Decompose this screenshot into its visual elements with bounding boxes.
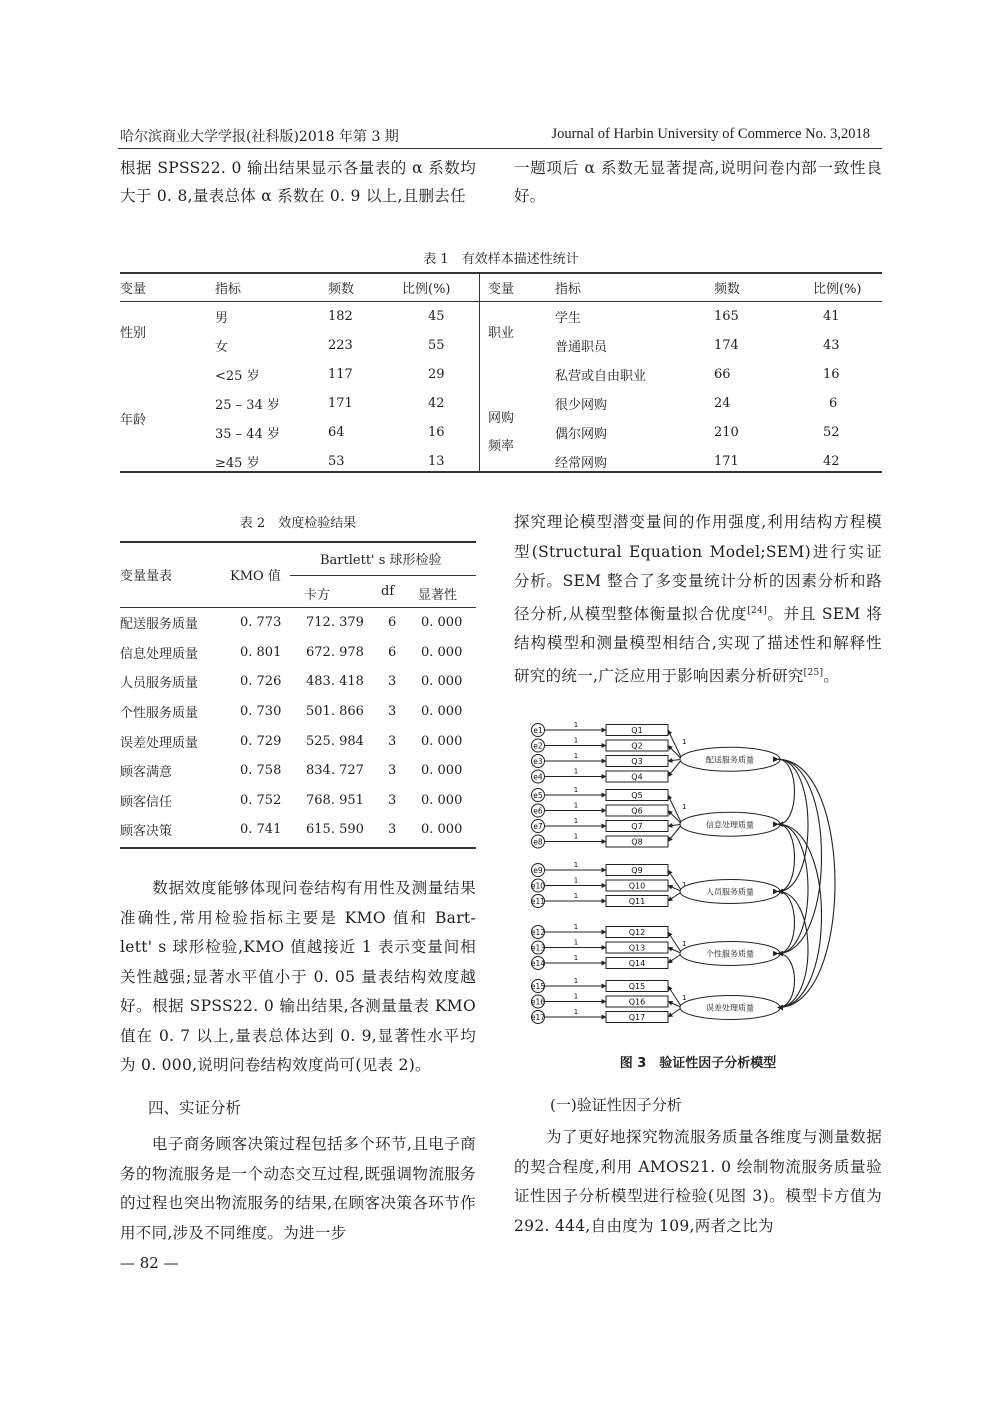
item-label: Q10 [628, 881, 646, 891]
item-label: Q7 [631, 822, 643, 831]
cell: 6 [388, 644, 397, 660]
error-label: e10 [530, 881, 546, 891]
table-row [120, 697, 476, 727]
cell: 0. 000 [421, 733, 463, 749]
error-label: e8 [533, 837, 543, 847]
loading-path [668, 759, 682, 776]
path-weight-label: 1 [573, 832, 579, 841]
top-paragraph-right: 一题项后 α 系数无显著提高,说明问卷内部一致性良好。 [514, 159, 882, 205]
cell: 信息处理质量 [120, 646, 199, 662]
item-label: Q3 [631, 757, 643, 766]
table-row [120, 638, 476, 668]
path-weight-label: 1 [573, 876, 579, 885]
table2-h-kmo: KMO 值 [230, 569, 281, 584]
path-weight-label: 1 [573, 954, 579, 962]
latent-label: 个性服务质量 [706, 949, 754, 959]
cell: ≥45 岁 [215, 456, 260, 471]
cell: 615. 590 [306, 822, 364, 838]
cell: 0. 741 [240, 822, 282, 838]
running-header-right: Journal of Harbin University of Commerce No. 3,2018 [551, 126, 870, 142]
error-label: e2 [533, 741, 543, 751]
cell: 误差处理质量 [120, 735, 199, 751]
item-label: Q9 [631, 866, 643, 875]
item-label: Q11 [628, 897, 646, 906]
cell: 0. 726 [240, 674, 282, 690]
group-shopping-label-1: 网购 [488, 410, 515, 426]
cell: 经常网购 [555, 456, 608, 471]
error-label: e11 [530, 897, 546, 906]
latent-label: 人员服务质量 [706, 887, 754, 897]
cell: 165 [714, 309, 739, 324]
table-row [120, 608, 476, 638]
cell: 3 [388, 674, 397, 690]
cell: 24 [714, 396, 731, 411]
right-paragraph-1-text: 探究理论模型潜变量间的作用强度,利用结构方程模型(Structural Equation Model;SEM)进行实证分析。SEM 整合了多变量统计分析的因素分析和路径分析,从模型整体衡量拟合优度 [514, 513, 882, 623]
table-row [120, 726, 476, 756]
cell: 男 [215, 311, 229, 326]
cell: 501. 866 [306, 704, 364, 720]
table-row [120, 756, 476, 786]
cell: 52 [823, 425, 840, 440]
th-index: 指标 [215, 282, 242, 297]
cell: 顾客决策 [120, 824, 173, 840]
cell: 29 [428, 367, 445, 382]
loading-weight-label: 1 [682, 994, 687, 1002]
cell: 普通职员 [555, 340, 608, 355]
table-row [120, 302, 882, 331]
path-weight-label: 1 [573, 721, 579, 729]
item-label: Q5 [631, 791, 643, 800]
cell: 25 – 34 岁 [215, 398, 280, 413]
table1-grid [120, 273, 882, 476]
table-row [120, 786, 476, 816]
table2-bottom-rule [120, 847, 476, 849]
table-row [120, 667, 476, 697]
group-shopping-frequency [480, 389, 555, 476]
cell: 顾客满意 [120, 765, 173, 781]
error-label: e14 [530, 959, 546, 968]
cell: 很少网购 [555, 398, 608, 413]
error-label: e12 [530, 928, 546, 937]
table2-top-rule [120, 541, 476, 543]
loading-weight-label: 1 [682, 738, 687, 746]
group-age: 年龄 [120, 412, 147, 428]
path-weight-label: 1 [573, 892, 579, 900]
top-paragraph-left: 根据 SPSS22. 0 输出结果显示各量表的 α 系数均大于 0. 8,量表总体 α 系数在 0. 9 以上,且删去任 [120, 159, 476, 205]
cell: 53 [328, 454, 345, 469]
th-ratio: 比例(%) [402, 282, 451, 297]
cell: 525. 984 [306, 733, 364, 749]
error-label: e4 [533, 772, 543, 782]
loading-weight-label: 1 [682, 803, 687, 811]
cell: 174 [714, 338, 739, 353]
th-ratio-2: 比例(%) [813, 282, 862, 297]
path-weight-label: 1 [573, 752, 579, 760]
item-label: Q1 [631, 726, 643, 735]
table2-sub-rule [290, 575, 476, 576]
table2-h-var: 变量量表 [120, 569, 173, 584]
cell: 3 [388, 792, 397, 808]
cell: 13 [428, 454, 445, 469]
error-label: e3 [533, 757, 543, 766]
cell: 43 [823, 338, 840, 353]
path-weight-label: 1 [573, 923, 579, 931]
cell: 偶尔网购 [555, 427, 608, 442]
cell: 35 – 44 岁 [215, 427, 280, 442]
running-header-left: 哈尔滨商业大学学报(社科版)2018 年第 3 期 [120, 129, 399, 145]
group-occupation: 职业 [488, 325, 515, 341]
table2-caption: 表 2 效度检验结果 [239, 516, 357, 531]
path-weight-label: 1 [573, 817, 579, 825]
path-weight-label: 1 [573, 786, 579, 794]
cell: 42 [428, 396, 445, 411]
error-label: e9 [533, 866, 543, 875]
error-label: e16 [530, 997, 546, 1007]
latent-label: 误差处理质量 [706, 1003, 754, 1013]
cell: 0. 000 [421, 792, 463, 808]
th-freq-2: 频数 [714, 282, 741, 297]
cell: 0. 000 [421, 674, 463, 690]
citation-24[interactable]: [24] [747, 605, 767, 616]
cell: 0. 758 [240, 763, 282, 779]
path-weight-label: 1 [573, 992, 579, 1001]
cell: 768. 951 [306, 792, 364, 808]
path-weight-label: 1 [573, 861, 579, 869]
path-weight-label: 1 [573, 1008, 579, 1016]
loading-path [668, 824, 682, 841]
page-number: — 82 — [120, 1254, 179, 1272]
path-weight-label: 1 [573, 801, 579, 810]
path-weight-label: 1 [573, 977, 579, 985]
cell: 210 [714, 425, 739, 440]
cell: 171 [714, 454, 739, 469]
cell-empty [480, 360, 555, 389]
table2-grid [120, 608, 476, 845]
covariance-arc [778, 759, 795, 824]
cell: 私营或自由职业 [555, 369, 647, 384]
cell: 配送服务质量 [120, 617, 199, 633]
cell: 834. 727 [306, 763, 364, 779]
cell: 3 [388, 822, 397, 838]
cell: 223 [328, 338, 353, 353]
cell: 0. 730 [240, 704, 282, 720]
error-label: e15 [530, 982, 546, 991]
cell: 6 [829, 396, 838, 411]
latent-label: 配送服务质量 [706, 755, 754, 765]
error-label: e6 [533, 806, 543, 816]
item-label: Q13 [628, 943, 646, 953]
right-paragraph-1-text-b: 。并且 SEM 将结构模型和测量模型相结合,实现了描述性和解释性研究的统一,广泛应用于影响因素分析研究 [514, 604, 882, 685]
error-label: e1 [533, 726, 543, 735]
cell: 0. 000 [421, 763, 463, 779]
table2-h-chi: 卡方 [304, 588, 331, 603]
covariance-arc [778, 954, 795, 1008]
cell: 0. 729 [240, 733, 282, 749]
cell: 0. 752 [240, 792, 282, 808]
right-paragraph-2: 为了更好地探究物流服务质量各维度与测量数据的契合程度,利用 AMOS21. 0 绘制物流服务质量验证性因子分析模型进行检验(见图 3)。模型卡方值为 292. 444,自由度为 109,两者之比为 [514, 1128, 882, 1235]
right-paragraph-1-text-c: 。 [823, 666, 840, 685]
covariance-arc [778, 892, 795, 954]
citation-25[interactable]: [25] [803, 667, 824, 678]
cell: 171 [328, 396, 353, 411]
item-label: Q14 [628, 959, 646, 968]
header-rule [118, 148, 882, 149]
cell: 个性服务质量 [120, 706, 199, 722]
error-label: e13 [530, 943, 546, 953]
table2-h-sig: 显著性 [418, 588, 458, 603]
latent-label: 信息处理质量 [706, 820, 754, 830]
item-label: Q8 [631, 837, 643, 847]
cell: 0. 000 [421, 615, 463, 631]
cell: 66 [714, 367, 731, 382]
table-row [120, 815, 476, 845]
cell: 女 [215, 340, 229, 355]
left-paragraph-1: 数据效度能够体现问卷结构有用性及测量结果准确性,常用检验指标主要是 KMO 值和 Bart-lett' s 球形检验,KMO 值越接近 1 表示变量间相关性越强;显著水平值小于 0. 05 量表结构效度越好。根据 SPSS22. 0 输出结果,各测量量表 KMO值在 0. 7 以上,量表总体达到 0. 9,显著性水平均为 0. 000,说明问卷结构效度尚可(见表 2)。 [120, 879, 476, 1074]
cell: 3 [388, 704, 397, 720]
cell: 6 [388, 615, 397, 631]
cell: <25 岁 [215, 369, 260, 384]
th-var: 变量 [120, 282, 147, 297]
cell: 0. 801 [240, 644, 282, 660]
cell: 45 [428, 309, 445, 324]
cell: 0. 000 [421, 704, 463, 720]
cell: 16 [428, 425, 445, 440]
cell: 16 [823, 367, 840, 382]
cell: 64 [328, 425, 345, 440]
error-label: e7 [533, 822, 543, 831]
th-freq: 频数 [328, 282, 355, 297]
table2-h-df: df [381, 584, 395, 599]
section-heading-4: 四、实证分析 [148, 1099, 242, 1117]
cell: 人员服务质量 [120, 676, 199, 692]
group-gender: 性别 [120, 325, 147, 341]
item-label: Q2 [631, 741, 643, 751]
cell: 3 [388, 733, 397, 749]
loading-path [668, 730, 682, 759]
cfa-model-figure [520, 720, 880, 1040]
cell: 3 [388, 763, 397, 779]
th-var-2: 变量 [488, 282, 515, 297]
table2-h-bartlett: Bartlett' s 球形检验 [320, 553, 442, 568]
loading-path [668, 795, 682, 824]
th-index-2: 指标 [555, 282, 582, 297]
covariance-arc [778, 824, 795, 891]
cell: 483. 418 [306, 674, 364, 690]
left-paragraph-2: 电子商务顾客决策过程包括多个环节,且电子商务的物流服务是一个动态交互过程,既强调物流服务的过程也突出物流服务的结果,在顾客决策各环节作用不同,涉及不同维度。为进一步 [120, 1135, 476, 1242]
subsection-heading-1: (一)验证性因子分析 [550, 1096, 682, 1114]
cell: 41 [823, 309, 840, 324]
cell: 0. 000 [421, 644, 463, 660]
cell: 顾客信任 [120, 794, 173, 810]
cell: 42 [823, 454, 840, 469]
loading-weight-label: 1 [682, 881, 687, 889]
path-weight-label: 1 [573, 767, 579, 776]
cell: 712. 379 [306, 615, 364, 631]
cell: 0. 000 [421, 822, 463, 838]
table1-header-row [120, 273, 882, 302]
item-label: Q6 [631, 806, 643, 816]
cell: 55 [428, 338, 445, 353]
table-row [120, 360, 882, 389]
item-label: Q15 [628, 982, 646, 991]
loading-weight-label: 1 [682, 940, 687, 948]
error-label: e17 [530, 1013, 546, 1022]
error-label: e5 [533, 791, 543, 800]
path-weight-label: 1 [573, 736, 579, 745]
cell: 学生 [555, 311, 582, 326]
covariance-arc [778, 759, 822, 953]
cell: 672. 978 [306, 644, 364, 660]
table1-caption: 表 1 有效样本描述性统计 [423, 252, 579, 267]
loading-path [668, 811, 682, 825]
item-label: Q12 [628, 928, 646, 937]
item-label: Q4 [631, 772, 643, 782]
loading-path [668, 746, 682, 760]
figure3-caption: 图 3 验证性因子分析模型 [619, 1056, 777, 1071]
cell: 182 [328, 309, 353, 324]
item-label: Q16 [628, 997, 646, 1007]
cell: 117 [328, 367, 353, 382]
cell: 0. 773 [240, 615, 282, 631]
table-row [120, 389, 882, 418]
item-label: Q17 [628, 1013, 646, 1022]
group-shopping-label-2: 频率 [488, 438, 515, 454]
right-paragraph-1 [514, 508, 882, 691]
path-weight-label: 1 [573, 938, 579, 947]
